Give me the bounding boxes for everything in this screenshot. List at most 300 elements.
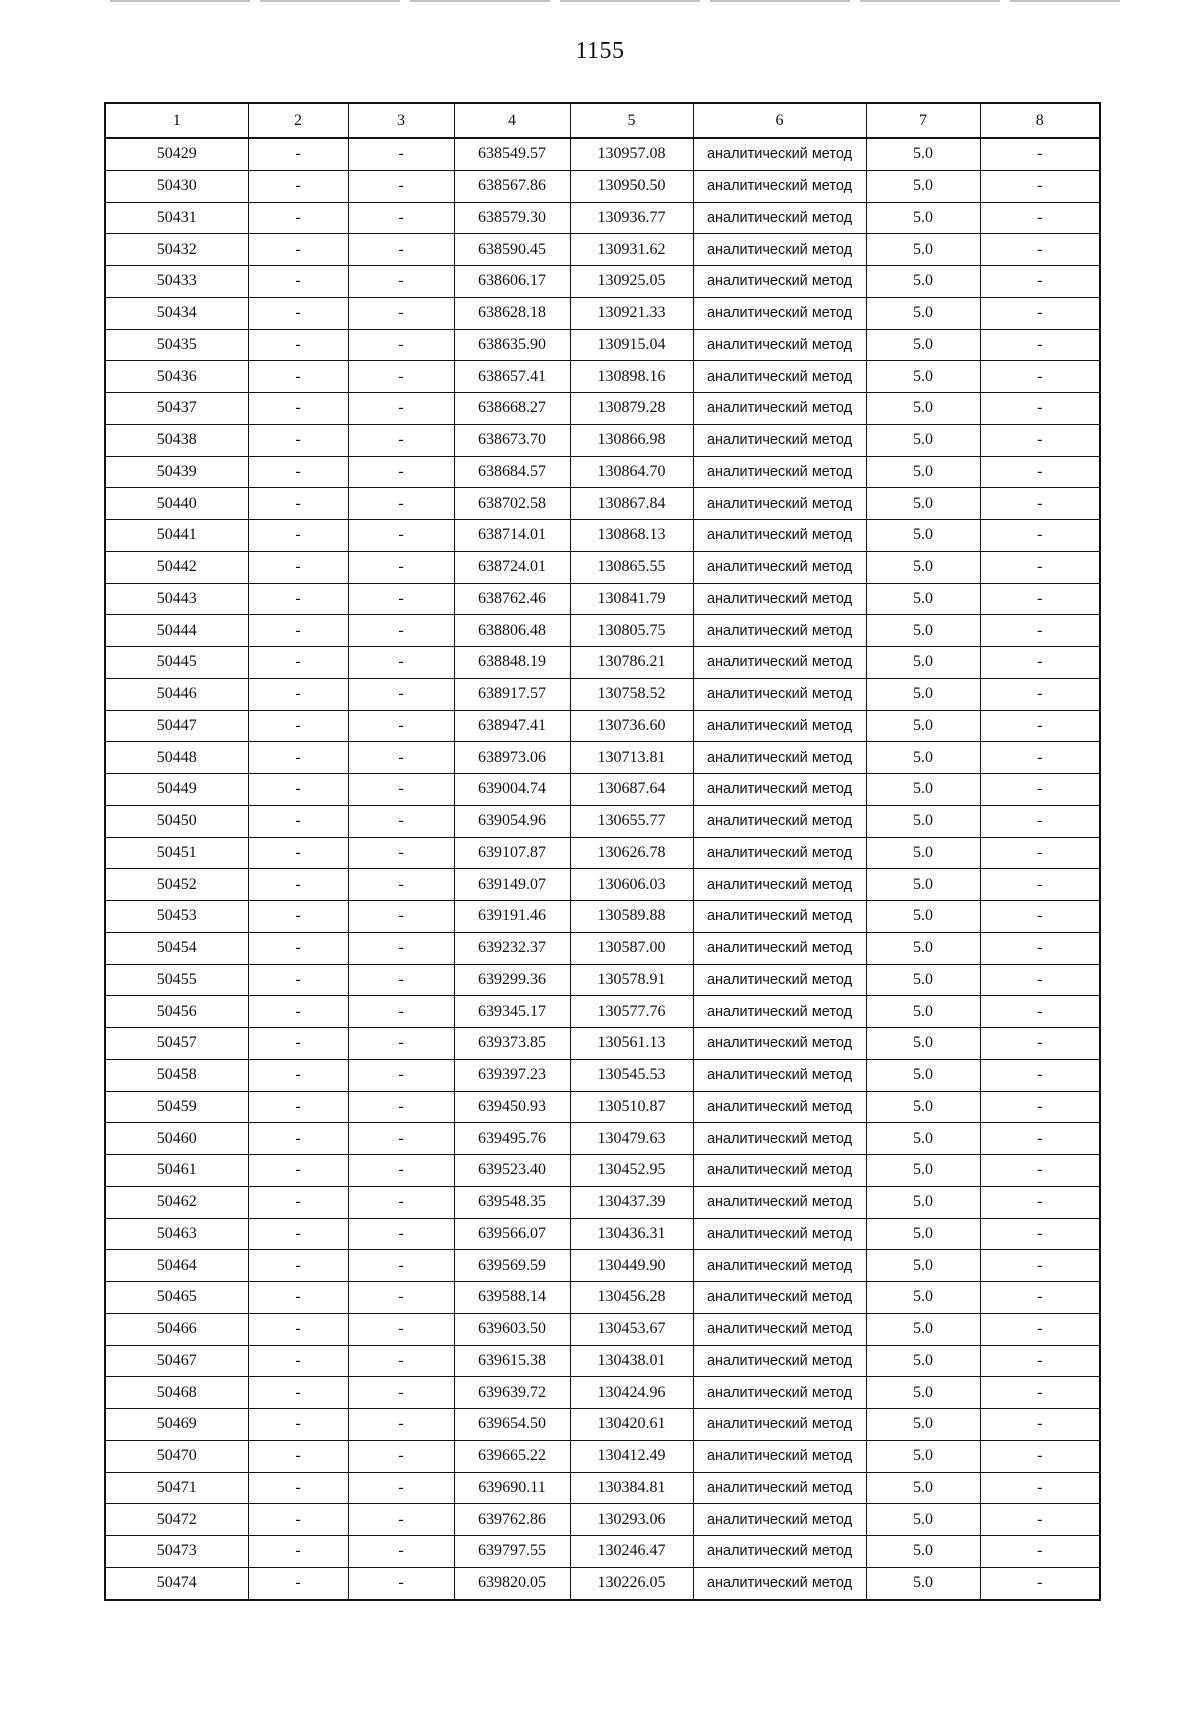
col3-value-cell: - [348,1409,454,1441]
col8-value-cell: - [980,266,1100,298]
y-coordinate-cell: 130412.49 [570,1440,693,1472]
x-coordinate-cell: 638848.19 [454,647,570,679]
point-number-cell: 50459 [105,1091,248,1123]
accuracy-cell: 5.0 [866,774,980,806]
x-coordinate-cell: 639232.37 [454,932,570,964]
col2-value-cell: - [248,551,348,583]
x-coordinate-cell: 639523.40 [454,1155,570,1187]
y-coordinate-cell: 130865.55 [570,551,693,583]
point-number-cell: 50456 [105,996,248,1028]
col2-value-cell: - [248,170,348,202]
y-coordinate-cell: 130879.28 [570,393,693,425]
point-number-cell: 50429 [105,138,248,170]
accuracy-cell: 5.0 [866,488,980,520]
y-coordinate-cell: 130950.50 [570,170,693,202]
table-row [105,964,1100,996]
col2-value-cell: - [248,1345,348,1377]
method-cell: аналитический метод [693,742,866,774]
col2-value-cell: - [248,1313,348,1345]
y-coordinate-cell: 130424.96 [570,1377,693,1409]
col8-value-cell: - [980,1250,1100,1282]
col3-value-cell: - [348,393,454,425]
col8-value-cell: - [980,805,1100,837]
x-coordinate-cell: 639495.76 [454,1123,570,1155]
y-coordinate-cell: 130246.47 [570,1536,693,1568]
y-coordinate-cell: 130931.62 [570,234,693,266]
x-coordinate-cell: 639397.23 [454,1059,570,1091]
accuracy-cell: 5.0 [866,1313,980,1345]
col3-value-cell: - [348,1123,454,1155]
accuracy-cell: 5.0 [866,996,980,1028]
method-cell: аналитический метод [693,1059,866,1091]
table-row [105,901,1100,933]
col8-value-cell: - [980,1504,1100,1536]
column-header-7: 7 [866,103,980,138]
col2-value-cell: - [248,1567,348,1599]
col2-value-cell: - [248,1472,348,1504]
col3-value-cell: - [348,1345,454,1377]
col8-value-cell: - [980,1440,1100,1472]
method-cell: аналитический метод [693,1377,866,1409]
col8-value-cell: - [980,488,1100,520]
accuracy-cell: 5.0 [866,583,980,615]
point-number-cell: 50453 [105,901,248,933]
method-cell: аналитический метод [693,138,866,170]
x-coordinate-cell: 639639.72 [454,1377,570,1409]
x-coordinate-cell: 638917.57 [454,678,570,710]
x-coordinate-cell: 639054.96 [454,805,570,837]
col2-value-cell: - [248,1218,348,1250]
col3-value-cell: - [348,901,454,933]
header-row [105,103,1100,138]
x-coordinate-cell: 638668.27 [454,393,570,425]
accuracy-cell: 5.0 [866,647,980,679]
y-coordinate-cell: 130226.05 [570,1567,693,1599]
accuracy-cell: 5.0 [866,393,980,425]
y-coordinate-cell: 130436.31 [570,1218,693,1250]
col2-value-cell: - [248,583,348,615]
method-cell: аналитический метод [693,1091,866,1123]
y-coordinate-cell: 130786.21 [570,647,693,679]
x-coordinate-cell: 639569.59 [454,1250,570,1282]
col3-value-cell: - [348,932,454,964]
method-cell: аналитический метод [693,297,866,329]
method-cell: аналитический метод [693,361,866,393]
col8-value-cell: - [980,647,1100,679]
col2-value-cell: - [248,1282,348,1314]
table-row [105,170,1100,202]
table-row [105,1313,1100,1345]
col2-value-cell: - [248,1028,348,1060]
table-row [105,488,1100,520]
col8-value-cell: - [980,964,1100,996]
col3-value-cell: - [348,1313,454,1345]
method-cell: аналитический метод [693,774,866,806]
col3-value-cell: - [348,170,454,202]
accuracy-cell: 5.0 [866,678,980,710]
point-number-cell: 50460 [105,1123,248,1155]
y-coordinate-cell: 130898.16 [570,361,693,393]
x-coordinate-cell: 638806.48 [454,615,570,647]
table-row [105,1282,1100,1314]
col8-value-cell: - [980,1377,1100,1409]
x-coordinate-cell: 639373.85 [454,1028,570,1060]
y-coordinate-cell: 130456.28 [570,1282,693,1314]
x-coordinate-cell: 638724.01 [454,551,570,583]
table-row [105,615,1100,647]
col3-value-cell: - [348,1028,454,1060]
accuracy-cell: 5.0 [866,615,980,647]
col3-value-cell: - [348,234,454,266]
table-row [105,1028,1100,1060]
col2-value-cell: - [248,393,348,425]
accuracy-cell: 5.0 [866,551,980,583]
x-coordinate-cell: 639107.87 [454,837,570,869]
col2-value-cell: - [248,520,348,552]
col8-value-cell: - [980,138,1100,170]
accuracy-cell: 5.0 [866,1440,980,1472]
x-coordinate-cell: 639654.50 [454,1409,570,1441]
method-cell: аналитический метод [693,202,866,234]
col2-value-cell: - [248,266,348,298]
x-coordinate-cell: 639797.55 [454,1536,570,1568]
x-coordinate-cell: 638702.58 [454,488,570,520]
point-number-cell: 50440 [105,488,248,520]
accuracy-cell: 5.0 [866,869,980,901]
y-coordinate-cell: 130578.91 [570,964,693,996]
col8-value-cell: - [980,742,1100,774]
x-coordinate-cell: 638714.01 [454,520,570,552]
point-number-cell: 50451 [105,837,248,869]
y-coordinate-cell: 130449.90 [570,1250,693,1282]
col2-value-cell: - [248,1059,348,1091]
col8-value-cell: - [980,393,1100,425]
y-coordinate-cell: 130510.87 [570,1091,693,1123]
point-number-cell: 50448 [105,742,248,774]
col3-value-cell: - [348,202,454,234]
x-coordinate-cell: 639690.11 [454,1472,570,1504]
col2-value-cell: - [248,456,348,488]
col8-value-cell: - [980,1059,1100,1091]
point-number-cell: 50458 [105,1059,248,1091]
point-number-cell: 50433 [105,266,248,298]
table-row [105,1123,1100,1155]
accuracy-cell: 5.0 [866,901,980,933]
col8-value-cell: - [980,837,1100,869]
point-number-cell: 50432 [105,234,248,266]
x-coordinate-cell: 639566.07 [454,1218,570,1250]
accuracy-cell: 5.0 [866,456,980,488]
point-number-cell: 50431 [105,202,248,234]
col2-value-cell: - [248,424,348,456]
table-row [105,742,1100,774]
table-row [105,551,1100,583]
point-number-cell: 50444 [105,615,248,647]
point-number-cell: 50436 [105,361,248,393]
col2-value-cell: - [248,615,348,647]
point-number-cell: 50465 [105,1282,248,1314]
table-row [105,1440,1100,1472]
point-number-cell: 50438 [105,424,248,456]
x-coordinate-cell: 639665.22 [454,1440,570,1472]
accuracy-cell: 5.0 [866,1218,980,1250]
col3-value-cell: - [348,520,454,552]
y-coordinate-cell: 130655.77 [570,805,693,837]
point-number-cell: 50467 [105,1345,248,1377]
point-number-cell: 50445 [105,647,248,679]
table-row [105,393,1100,425]
col3-value-cell: - [348,1282,454,1314]
x-coordinate-cell: 639345.17 [454,996,570,1028]
col8-value-cell: - [980,202,1100,234]
method-cell: аналитический метод [693,583,866,615]
col2-value-cell: - [248,647,348,679]
accuracy-cell: 5.0 [866,964,980,996]
col2-value-cell: - [248,1186,348,1218]
table-row [105,456,1100,488]
point-number-cell: 50474 [105,1567,248,1599]
method-cell: аналитический метод [693,488,866,520]
col8-value-cell: - [980,932,1100,964]
accuracy-cell: 5.0 [866,361,980,393]
method-cell: аналитический метод [693,1028,866,1060]
accuracy-cell: 5.0 [866,520,980,552]
page-number: 1155 [575,38,625,64]
x-coordinate-cell: 638590.45 [454,234,570,266]
table-row [105,1567,1100,1599]
col3-value-cell: - [348,297,454,329]
method-cell: аналитический метод [693,615,866,647]
col3-value-cell: - [348,551,454,583]
method-cell: аналитический метод [693,1472,866,1504]
method-cell: аналитический метод [693,1409,866,1441]
accuracy-cell: 5.0 [866,297,980,329]
point-number-cell: 50437 [105,393,248,425]
method-cell: аналитический метод [693,1218,866,1250]
accuracy-cell: 5.0 [866,138,980,170]
method-cell: аналитический метод [693,1250,866,1282]
col2-value-cell: - [248,678,348,710]
col8-value-cell: - [980,424,1100,456]
point-number-cell: 50452 [105,869,248,901]
point-number-cell: 50441 [105,520,248,552]
y-coordinate-cell: 130866.98 [570,424,693,456]
accuracy-cell: 5.0 [866,837,980,869]
table-row [105,361,1100,393]
col3-value-cell: - [348,1218,454,1250]
y-coordinate-cell: 130545.53 [570,1059,693,1091]
point-number-cell: 50430 [105,170,248,202]
y-coordinate-cell: 130687.64 [570,774,693,806]
col8-value-cell: - [980,1313,1100,1345]
point-number-cell: 50439 [105,456,248,488]
table-row [105,869,1100,901]
method-cell: аналитический метод [693,1313,866,1345]
col8-value-cell: - [980,551,1100,583]
col8-value-cell: - [980,901,1100,933]
method-cell: аналитический метод [693,424,866,456]
col3-value-cell: - [348,647,454,679]
accuracy-cell: 5.0 [866,1472,980,1504]
y-coordinate-cell: 130626.78 [570,837,693,869]
col2-value-cell: - [248,488,348,520]
col8-value-cell: - [980,1123,1100,1155]
col8-value-cell: - [980,520,1100,552]
col3-value-cell: - [348,1091,454,1123]
x-coordinate-cell: 639191.46 [454,901,570,933]
y-coordinate-cell: 130452.95 [570,1155,693,1187]
point-number-cell: 50472 [105,1504,248,1536]
y-coordinate-cell: 130384.81 [570,1472,693,1504]
point-number-cell: 50454 [105,932,248,964]
table-row [105,1345,1100,1377]
col8-value-cell: - [980,456,1100,488]
col8-value-cell: - [980,1567,1100,1599]
col3-value-cell: - [348,1536,454,1568]
column-header-2: 2 [248,103,348,138]
col8-value-cell: - [980,710,1100,742]
col3-value-cell: - [348,361,454,393]
col2-value-cell: - [248,996,348,1028]
y-coordinate-cell: 130925.05 [570,266,693,298]
accuracy-cell: 5.0 [866,1123,980,1155]
table-row [105,234,1100,266]
y-coordinate-cell: 130864.70 [570,456,693,488]
col3-value-cell: - [348,138,454,170]
col3-value-cell: - [348,1059,454,1091]
col3-value-cell: - [348,266,454,298]
col2-value-cell: - [248,1536,348,1568]
x-coordinate-cell: 638947.41 [454,710,570,742]
accuracy-cell: 5.0 [866,805,980,837]
col8-value-cell: - [980,1218,1100,1250]
table-row [105,1504,1100,1536]
x-coordinate-cell: 638762.46 [454,583,570,615]
column-header-4: 4 [454,103,570,138]
method-cell: аналитический метод [693,964,866,996]
col8-value-cell: - [980,869,1100,901]
col3-value-cell: - [348,1472,454,1504]
col3-value-cell: - [348,456,454,488]
col3-value-cell: - [348,583,454,615]
method-cell: аналитический метод [693,1345,866,1377]
x-coordinate-cell: 638567.86 [454,170,570,202]
col8-value-cell: - [980,1536,1100,1568]
col3-value-cell: - [348,615,454,647]
point-number-cell: 50464 [105,1250,248,1282]
point-number-cell: 50443 [105,583,248,615]
col3-value-cell: - [348,329,454,361]
table-row [105,932,1100,964]
method-cell: аналитический метод [693,551,866,583]
col8-value-cell: - [980,361,1100,393]
col8-value-cell: - [980,1409,1100,1441]
accuracy-cell: 5.0 [866,710,980,742]
x-coordinate-cell: 638657.41 [454,361,570,393]
point-number-cell: 50462 [105,1186,248,1218]
method-cell: аналитический метод [693,1440,866,1472]
table-row [105,297,1100,329]
point-number-cell: 50435 [105,329,248,361]
col2-value-cell: - [248,901,348,933]
method-cell: аналитический метод [693,1155,866,1187]
point-number-cell: 50469 [105,1409,248,1441]
x-coordinate-cell: 638606.17 [454,266,570,298]
y-coordinate-cell: 130868.13 [570,520,693,552]
col2-value-cell: - [248,1091,348,1123]
accuracy-cell: 5.0 [866,1028,980,1060]
y-coordinate-cell: 130577.76 [570,996,693,1028]
col3-value-cell: - [348,805,454,837]
col2-value-cell: - [248,234,348,266]
point-number-cell: 50466 [105,1313,248,1345]
col3-value-cell: - [348,996,454,1028]
col3-value-cell: - [348,1250,454,1282]
col3-value-cell: - [348,1186,454,1218]
col8-value-cell: - [980,1028,1100,1060]
col3-value-cell: - [348,678,454,710]
point-number-cell: 50455 [105,964,248,996]
table-row [105,996,1100,1028]
col2-value-cell: - [248,1250,348,1282]
table-row [105,710,1100,742]
column-header-5: 5 [570,103,693,138]
col2-value-cell: - [248,361,348,393]
table-row [105,266,1100,298]
accuracy-cell: 5.0 [866,1059,980,1091]
column-header-1: 1 [105,103,248,138]
x-coordinate-cell: 638684.57 [454,456,570,488]
y-coordinate-cell: 130736.60 [570,710,693,742]
col3-value-cell: - [348,869,454,901]
y-coordinate-cell: 130589.88 [570,901,693,933]
col2-value-cell: - [248,837,348,869]
point-number-cell: 50449 [105,774,248,806]
col2-value-cell: - [248,869,348,901]
accuracy-cell: 5.0 [866,170,980,202]
method-cell: аналитический метод [693,869,866,901]
column-header-6: 6 [693,103,866,138]
accuracy-cell: 5.0 [866,1091,980,1123]
x-coordinate-cell: 639615.38 [454,1345,570,1377]
y-coordinate-cell: 130713.81 [570,742,693,774]
point-number-cell: 50471 [105,1472,248,1504]
col3-value-cell: - [348,837,454,869]
point-number-cell: 50442 [105,551,248,583]
coordinates-table [104,102,1101,1601]
method-cell: аналитический метод [693,234,866,266]
col3-value-cell: - [348,742,454,774]
col8-value-cell: - [980,1186,1100,1218]
method-cell: аналитический метод [693,1186,866,1218]
accuracy-cell: 5.0 [866,1186,980,1218]
y-coordinate-cell: 130758.52 [570,678,693,710]
x-coordinate-cell: 639450.93 [454,1091,570,1123]
accuracy-cell: 5.0 [866,266,980,298]
y-coordinate-cell: 130293.06 [570,1504,693,1536]
col2-value-cell: - [248,805,348,837]
col8-value-cell: - [980,583,1100,615]
method-cell: аналитический метод [693,1123,866,1155]
col8-value-cell: - [980,996,1100,1028]
y-coordinate-cell: 130561.13 [570,1028,693,1060]
table-row [105,647,1100,679]
y-coordinate-cell: 130805.75 [570,615,693,647]
table-row [105,583,1100,615]
col3-value-cell: - [348,1377,454,1409]
point-number-cell: 50473 [105,1536,248,1568]
x-coordinate-cell: 639603.50 [454,1313,570,1345]
